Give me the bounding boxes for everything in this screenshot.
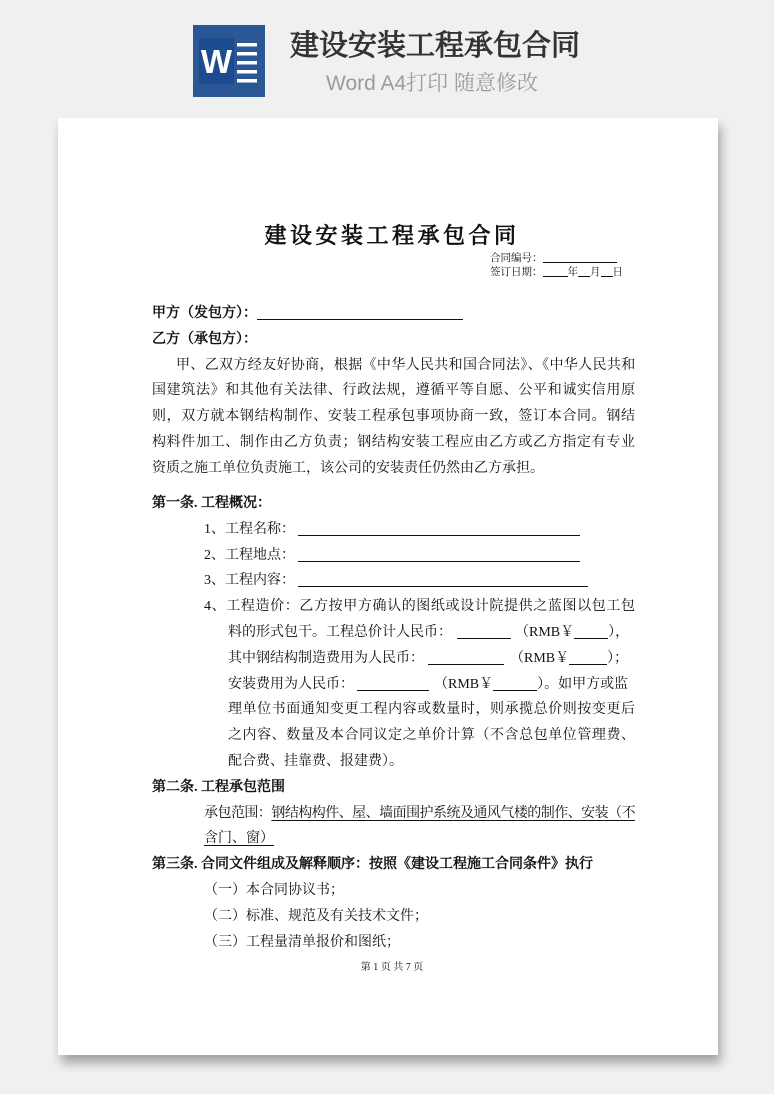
party-b-label: 乙方（承包方）：	[152, 331, 257, 347]
scope-text: 钢结构构件、屋、墙面围护系统及通风气楼的制作、安装（不	[271, 805, 635, 821]
project-name-row	[152, 517, 635, 543]
sign-day-blank	[601, 266, 613, 277]
project-content-label: 3、工程内容：	[204, 573, 295, 589]
price-steel-close: ）；	[607, 650, 629, 666]
price-total-text: 料的形式包干。工程总价计人民币：	[228, 625, 452, 641]
price-total-blank	[457, 624, 511, 639]
party-b-row	[152, 327, 635, 353]
contract-doc-item: （二）标准、规范及有关技术文件；	[204, 908, 428, 924]
document-page	[58, 118, 718, 1055]
party-a-blank	[257, 305, 463, 320]
price-total-close: ），	[608, 625, 630, 641]
project-location-label: 2、工程地点：	[204, 547, 295, 563]
sign-date-label: 签订日期：	[490, 267, 543, 278]
project-location-blank	[298, 547, 580, 562]
article1-heading: 第一条. 工程概况：	[152, 496, 271, 512]
price-steel-text: 其中钢结构制造费用为人民币：	[228, 650, 424, 666]
price-line: 配合费、挂靠费、报建费）。	[228, 754, 403, 770]
price-line: 4、工程造价：乙方按甲方确认的图纸或设计院提供之蓝图以包工包	[204, 599, 635, 615]
price-total-rmb-blank	[574, 624, 608, 639]
price-steel-rmb: （RMB￥	[510, 650, 570, 666]
price-line: 理单位书面通知变更工程内容或数量时，则承揽总价则按变更后	[228, 702, 635, 718]
intro-line: 资质之施工单位负责施工，该公司的安装责任仍然由乙方承担。	[152, 460, 544, 476]
scope-row	[152, 826, 635, 852]
price-install-blank	[357, 676, 429, 691]
price-install-rmb-blank	[493, 676, 537, 691]
price-install-rmb: （RMB￥	[434, 676, 494, 692]
word-logo-letter: W	[200, 43, 233, 80]
site-title: 建设安装工程承包合同	[290, 30, 581, 62]
contract-number-blank	[543, 252, 617, 263]
article2-heading: 第二条. 工程承包范围	[152, 779, 285, 795]
sign-date-row	[490, 266, 623, 280]
price-line: 之内容、数量及本合同议定之单价计算（不含总包单位管理费、	[228, 728, 635, 744]
intro-line: 甲、乙双方经友好协商，根据《中华人民共和国合同法》、《中华人民共和	[176, 357, 635, 373]
article3-heading: 第三条. 合同文件组成及解释顺序：按照《建设工程施工合同条件》执行	[152, 857, 593, 873]
sign-month-unit: 月	[590, 267, 601, 278]
project-location-row	[152, 543, 635, 569]
contract-doc-item: （一）本合同协议书；	[204, 883, 344, 899]
price-steel-rmb-blank	[569, 650, 607, 665]
price-install-close: ）。如甲方或监	[537, 676, 629, 692]
sign-day-unit: 日	[612, 267, 623, 278]
contract-number-row	[490, 252, 617, 266]
project-content-row	[152, 568, 635, 594]
party-a-row	[152, 301, 635, 327]
contract-doc-item: （三）工程量清单报价和图纸；	[204, 934, 400, 950]
intro-line: 则，双方就本钢结构制作、安装工程承包事项协商一致，签订本合同。钢结	[152, 409, 635, 425]
word-icon	[193, 25, 265, 97]
price-total-rmb: （RMB￥	[515, 625, 575, 641]
price-install-row	[152, 672, 635, 698]
document-body	[152, 301, 635, 955]
intro-line: 国建筑法》和其他有关法律、行政法规，遵循平等自愿、公平和诚实信用原	[152, 383, 635, 399]
contract-number-label: 合同编号：	[490, 253, 543, 264]
price-steel-row	[152, 646, 635, 672]
site-subtitle: Word A4打印 随意修改	[326, 72, 538, 95]
scope-label: 承包范围：	[204, 805, 272, 821]
intro-line: 构料件加工、制作由乙方负责；钢结构安装工程应由乙方或乙方指定有专业	[152, 434, 635, 450]
scope-text: 含门、窗）	[204, 831, 274, 847]
price-steel-blank	[428, 650, 504, 665]
project-name-blank	[298, 521, 580, 536]
scope-row	[152, 801, 635, 827]
page-number-footer: 第 1 页 共 7 页	[360, 962, 424, 973]
sign-year-blank	[543, 266, 568, 277]
price-install-text: 安装费用为人民币：	[228, 676, 354, 692]
price-total-row	[152, 620, 635, 646]
sign-month-blank	[578, 266, 590, 277]
party-a-label: 甲方（发包方）：	[152, 306, 257, 321]
project-content-blank	[298, 572, 588, 587]
document-title: 建设安装工程承包合同	[264, 223, 520, 248]
sign-year-unit: 年	[567, 267, 578, 278]
project-name-label: 1、工程名称：	[204, 521, 295, 537]
